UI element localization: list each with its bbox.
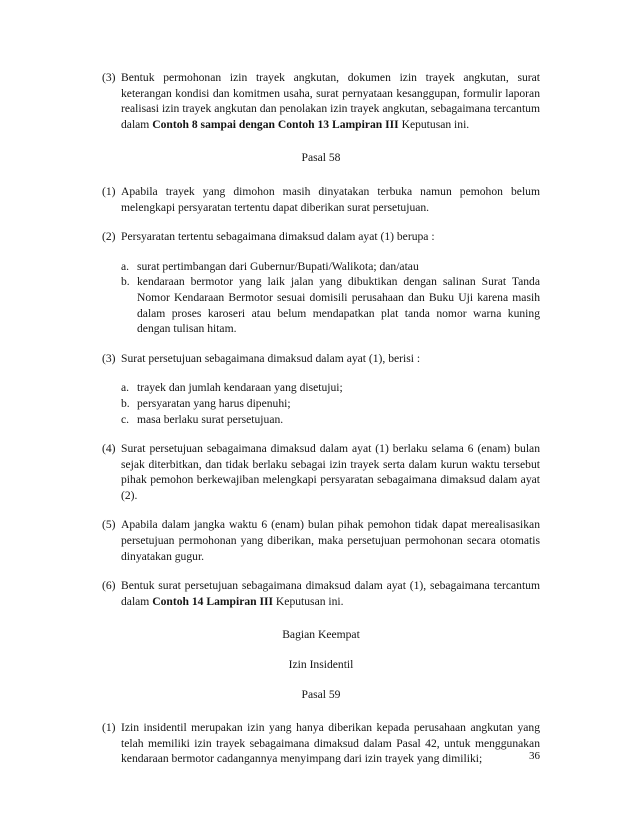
paragraph-text: Apabila dalam jangka waktu 6 (enam) bulan pihak pemohon tidak dapat merealisasikan persetujuan permohonan yang diberikan, maka persetujuan permohonan secara otomatis dinyatakan gugur.	[121, 518, 540, 563]
list-letter: b.	[121, 396, 130, 410]
paragraph-text: Surat persetujuan sebagaimana dimaksud dalam ayat (1) berlaku selama 6 (enam) bulan sejak diterbitkan, dan tidak berlaku sebagai izin trayek serta dalam kurun waktu tersebut pihak pemohon berkewajiban melengkapi persyaratan sebagaimana dimaksud dalam ayat (2).	[121, 442, 540, 502]
list-text: persyaratan yang harus dipenuhi;	[137, 396, 291, 410]
text-span: Keputusan ini.	[398, 117, 470, 131]
paragraph-3	[102, 70, 540, 132]
text-span: Bentuk surat persetujuan sebagaimana dimaksud dalam ayat (1), sebagaimana tercantum dalam	[121, 579, 540, 608]
text-span: Keputusan ini.	[273, 594, 344, 608]
paragraph-number: (1)	[102, 721, 116, 735]
section-58-5	[102, 517, 540, 564]
list-item	[121, 412, 540, 428]
text-span: Bentuk permohonan izin trayek angkutan, dokumen izin trayek angkutan, surat keterangan kondisi dan komitmen usaha, surat pernyataan kesanggupan, formulir laporan realisasi izin trayek angkutan dan penolakan izin trayek angkutan, sebagaimana tercantum dalam	[121, 71, 540, 131]
section-58-4	[102, 441, 540, 503]
paragraph-number: (5)	[102, 518, 116, 532]
paragraph-text: Surat persetujuan sebagaimana dimaksud dalam ayat (1), berisi :	[121, 351, 421, 365]
list-letter: a.	[121, 259, 130, 273]
paragraph-number: (3)	[102, 351, 116, 365]
section-58-1	[102, 184, 540, 215]
paragraph-number: (3)	[102, 71, 116, 84]
bold-reference: Contoh 14 Lampiran III	[152, 594, 274, 608]
section-58-2	[102, 229, 540, 245]
section-58-3	[102, 351, 540, 367]
paragraph-text	[121, 578, 540, 609]
section-59-1	[102, 720, 540, 767]
paragraph-number: (1)	[102, 184, 116, 198]
list-item	[121, 396, 540, 412]
bagian-heading: Bagian Keempat	[282, 628, 360, 642]
paragraph-number: (6)	[102, 579, 116, 593]
bold-reference: Contoh 8 sampai dengan Contoh 13 Lampiran III	[152, 117, 399, 131]
list-item	[121, 274, 540, 336]
paragraph-text: Apabila trayek yang dimohon masih dinyatakan terbuka namun pemohon belum melengkapi persyaratan tertentu dapat diberikan surat persetujuan.	[121, 184, 540, 214]
paragraph-text	[121, 70, 540, 132]
section-58-6	[102, 578, 540, 609]
page-number: 36	[529, 750, 540, 762]
list-letter: a.	[121, 381, 130, 395]
list-letter: b.	[121, 275, 130, 289]
list-text: masa berlaku surat persetujuan.	[137, 412, 284, 426]
izin-insidentil-heading: Izin Insidentil	[288, 658, 354, 672]
list-letter: c.	[121, 412, 130, 426]
list-text: trayek dan jumlah kendaraan yang disetujui;	[137, 381, 343, 395]
document-body	[102, 70, 540, 767]
paragraph-text: Persyaratan tertentu sebagaimana dimaksud dalam ayat (1) berupa :	[121, 230, 435, 244]
paragraph-number: (2)	[102, 230, 116, 244]
list-item	[121, 380, 540, 396]
list-text: kendaraan bermotor yang laik jalan yang dibuktikan dengan salinan Surat Tanda Nomor Kendaraan Bermotor sesuai domisili perusahaan dan Buku Uji karena masih dalam proses karoseri atau belum mendapatkan plat tanda nomor warna kuning dengan tulisan hitam.	[137, 275, 540, 336]
list-text: surat pertimbangan dari Gubernur/Bupati/Walikota; dan/atau	[137, 259, 419, 273]
paragraph-text: Izin insidentil merupakan izin yang hanya diberikan kepada perusahaan angkutan yang telah memiliki izin trayek sebagaimana dimaksud dalam Pasal 42, untuk menggunakan kendaraan bermotor cadangannya menyimpang dari izin trayek yang dimiliki;	[121, 721, 540, 766]
paragraph-number: (4)	[102, 442, 116, 456]
list-item	[121, 259, 540, 275]
pasal-59-heading: Pasal 59	[301, 687, 341, 701]
pasal-58-heading: Pasal 58	[301, 151, 341, 165]
